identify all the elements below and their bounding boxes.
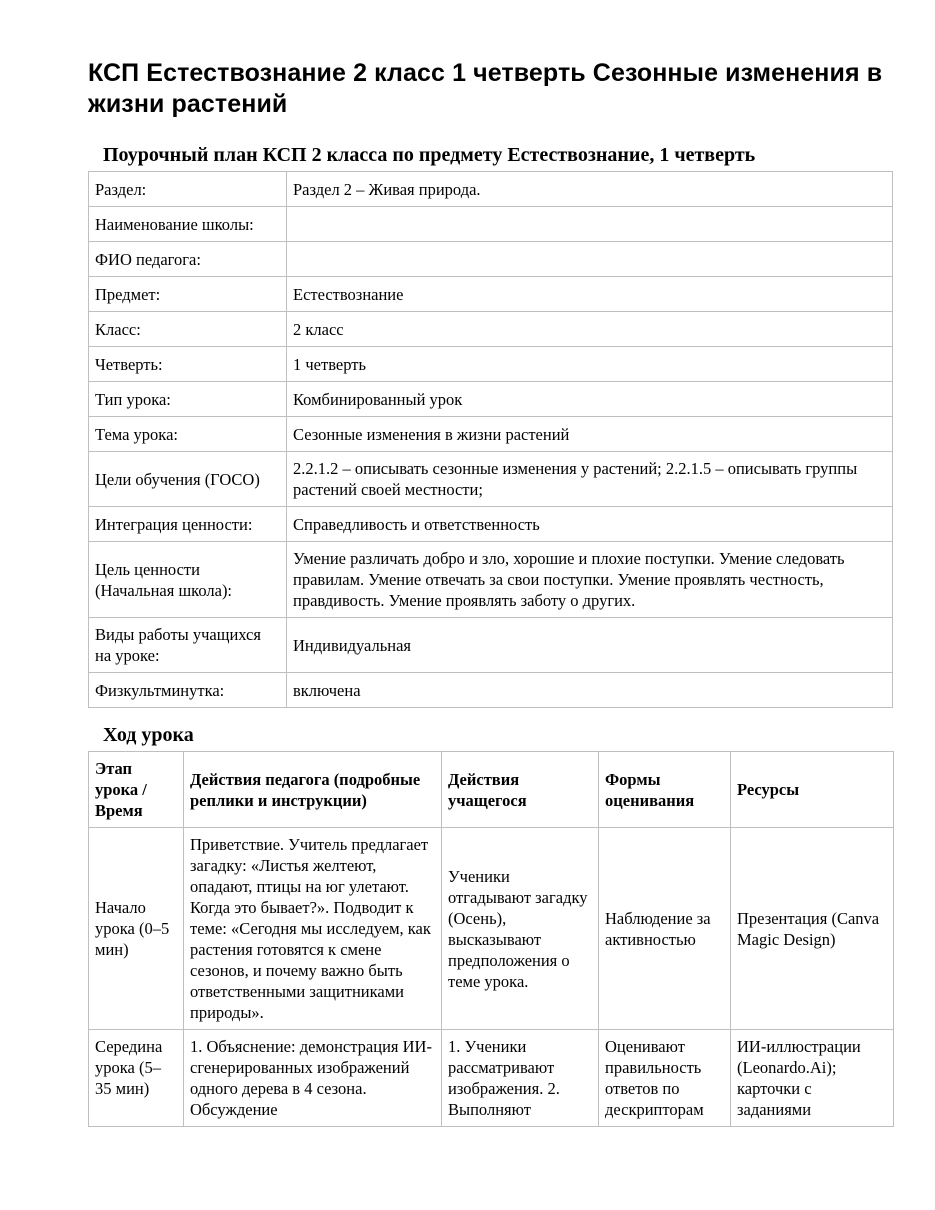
- info-row: [89, 417, 893, 452]
- info-value: 2.2.1.2 – описывать сезонные изменения у растений; 2.2.1.5 – описывать группы растений своей местности;: [287, 452, 893, 507]
- lesson-row: [89, 828, 894, 1030]
- info-row: [89, 507, 893, 542]
- lesson-cell: Начало урока (0–5 мин): [89, 828, 184, 1030]
- lesson-column-header: Ресурсы: [731, 752, 894, 828]
- document-page: [88, 58, 893, 1127]
- info-label: Наименование школы:: [89, 207, 287, 242]
- document-title: КСП Естествознание 2 класс 1 четверть Сезонные изменения в жизни растений: [88, 59, 883, 118]
- info-row: [89, 312, 893, 347]
- lesson-cell: Оценивают правильность ответов по дескрипторам: [599, 1030, 731, 1127]
- lesson-flow-heading: Ход урока: [103, 724, 194, 746]
- lesson-cell: Презентация (Canva Magic Design): [731, 828, 894, 1030]
- lesson-column-header: Этап урока / Время: [89, 752, 184, 828]
- info-label: Класс:: [89, 312, 287, 347]
- info-row: [89, 207, 893, 242]
- info-value: Справедливость и ответственность: [287, 507, 893, 542]
- lesson-cell: Середина урока (5–35 мин): [89, 1030, 184, 1127]
- info-row: [89, 277, 893, 312]
- info-row: [89, 172, 893, 207]
- info-label: Раздел:: [89, 172, 287, 207]
- info-label: Тема урока:: [89, 417, 287, 452]
- info-label: Цель ценности (Начальная школа):: [89, 542, 287, 618]
- info-value: Комбинированный урок: [287, 382, 893, 417]
- info-value: Сезонные изменения в жизни растений: [287, 417, 893, 452]
- info-row: [89, 452, 893, 507]
- info-value: Индивидуальная: [287, 618, 893, 673]
- info-row: [89, 618, 893, 673]
- info-label: Виды работы учащихся на уроке:: [89, 618, 287, 673]
- lesson-column-header: Формы оценивания: [599, 752, 731, 828]
- lesson-cell: Наблюдение за активностью: [599, 828, 731, 1030]
- plan-heading: Поурочный план КСП 2 класса по предмету Естествознание, 1 четверть: [103, 144, 756, 166]
- info-value: [287, 207, 893, 242]
- lesson-column-header: Действия педагога (подробные реплики и инструкции): [184, 752, 442, 828]
- lesson-row: [89, 1030, 894, 1127]
- lesson-cell: Приветствие. Учитель предлагает загадку: «Листья желтеют, опадают, птицы на юг улетают. Когда это бывает?». Подводит к теме: «Сегодня мы исследуем, как растения готовятся к смене сезонов, и почему важно быть ответственными защитниками природы».: [184, 828, 442, 1030]
- info-label: Физкультминутка:: [89, 673, 287, 708]
- lesson-cell: 1. Ученики рассматривают изображения. 2. Выполняют: [442, 1030, 599, 1127]
- info-value: включена: [287, 673, 893, 708]
- info-label: Цели обучения (ГОСО): [89, 452, 287, 507]
- info-row: [89, 382, 893, 417]
- lesson-flow-table: [88, 751, 894, 1127]
- info-label: Предмет:: [89, 277, 287, 312]
- lesson-table-header-row: [89, 752, 894, 828]
- info-label: ФИО педагога:: [89, 242, 287, 277]
- lesson-cell: 1. Объяснение: демонстрация ИИ-сгенерированных изображений одного дерева в 4 сезона. Обсуждение: [184, 1030, 442, 1127]
- info-value: Умение различать добро и зло, хорошие и плохие поступки. Умение следовать правилам. Умение отвечать за свои поступки. Умение проявлять честность, правдивость. Умение проявлять заботу о других.: [287, 542, 893, 618]
- info-row: [89, 242, 893, 277]
- info-value: [287, 242, 893, 277]
- info-value: 2 класс: [287, 312, 893, 347]
- lesson-cell: Ученики отгадывают загадку (Осень), высказывают предположения о теме урока.: [442, 828, 599, 1030]
- info-row: [89, 347, 893, 382]
- info-value: 1 четверть: [287, 347, 893, 382]
- info-label: Интеграция ценности:: [89, 507, 287, 542]
- info-row: [89, 673, 893, 708]
- lesson-column-header: Действия учащегося: [442, 752, 599, 828]
- info-value: Раздел 2 – Живая природа.: [287, 172, 893, 207]
- info-row: [89, 542, 893, 618]
- info-label: Тип урока:: [89, 382, 287, 417]
- lesson-info-table: [88, 171, 893, 708]
- info-label: Четверть:: [89, 347, 287, 382]
- lesson-cell: ИИ-иллюстрации (Leonardo.Ai); карточки с заданиями: [731, 1030, 894, 1127]
- info-value: Естествознание: [287, 277, 893, 312]
